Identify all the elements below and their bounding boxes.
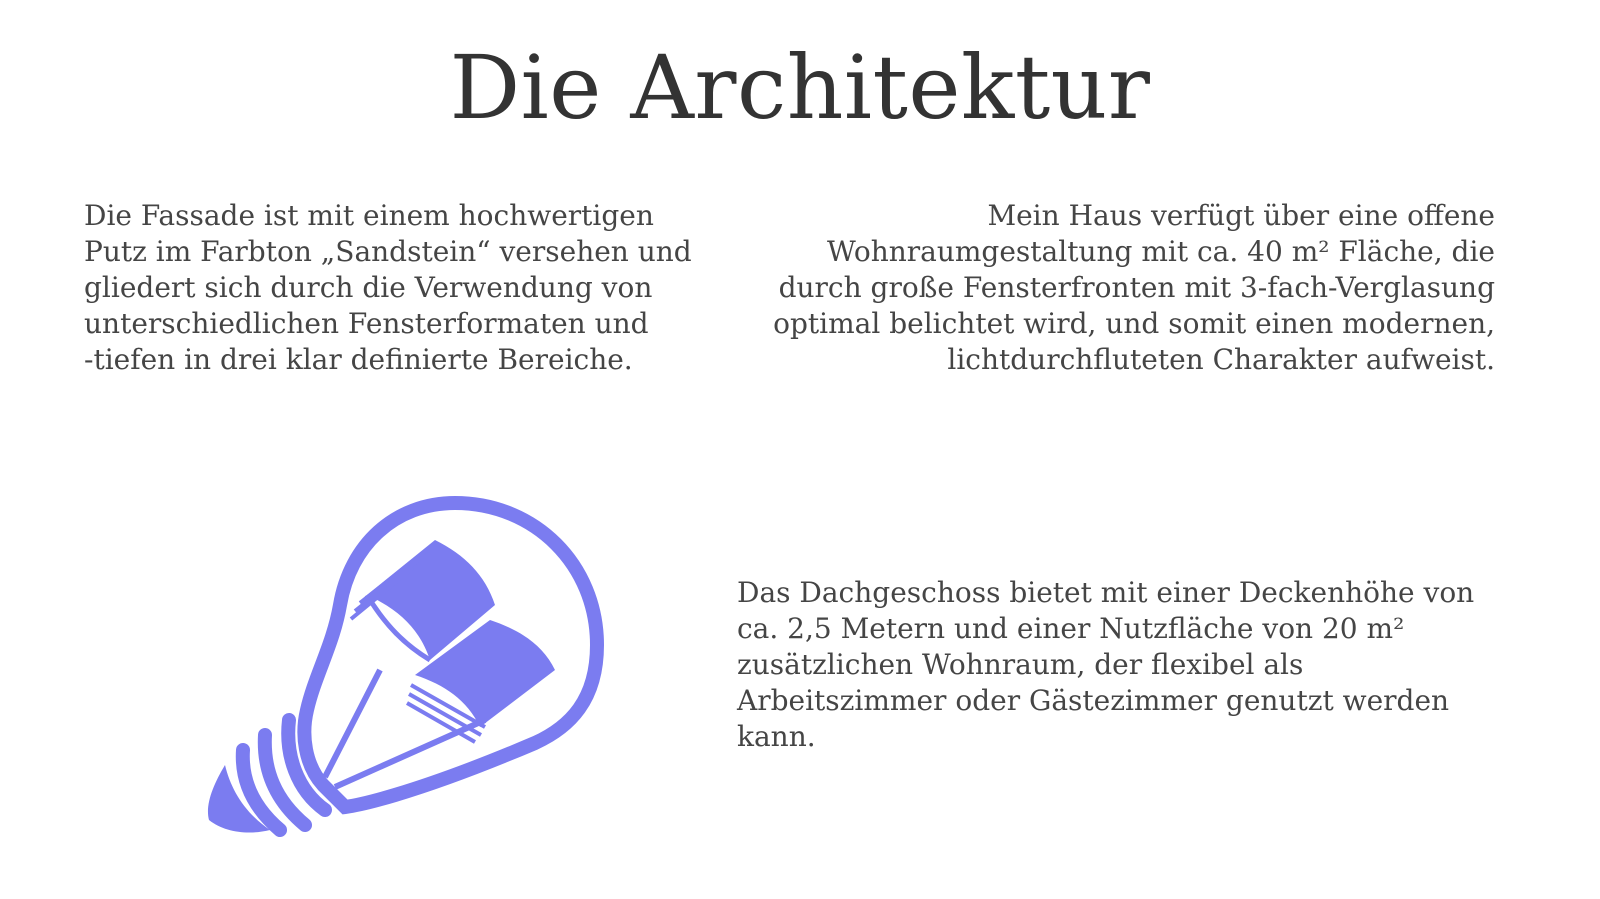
facade-paragraph: Die Fassade ist mit einem hochwertigen Putz im Farbton „Sandstein“ versehen und gliedert sich durch die Verwendung von unterschiedlichen Fensterformaten und -tiefen in drei klar definierte Bereiche.	[84, 199, 692, 376]
lightbulb-book-icon	[205, 495, 625, 845]
attic-paragraph: Das Dachgeschoss bietet mit einer Deckenhöhe von ca. 2,5 Metern und einer Nutzfläche von 20 m² zusätzlichen Wohnraum, der flexibel als Arbeitszimmer oder Gästezimmer genutzt werden kann.	[737, 576, 1475, 753]
slide-title: Die Architektur	[449, 36, 1151, 139]
living-space-paragraph: Mein Haus verfügt über eine offene Wohnraumgestaltung mit ca. 40 m² Fläche, die durch große Fensterfronten mit 3-fach-Verglasung optimal belichtet wird, und somit einen modernen, lichtdurchfluteten Charakter aufweist.	[773, 199, 1495, 376]
